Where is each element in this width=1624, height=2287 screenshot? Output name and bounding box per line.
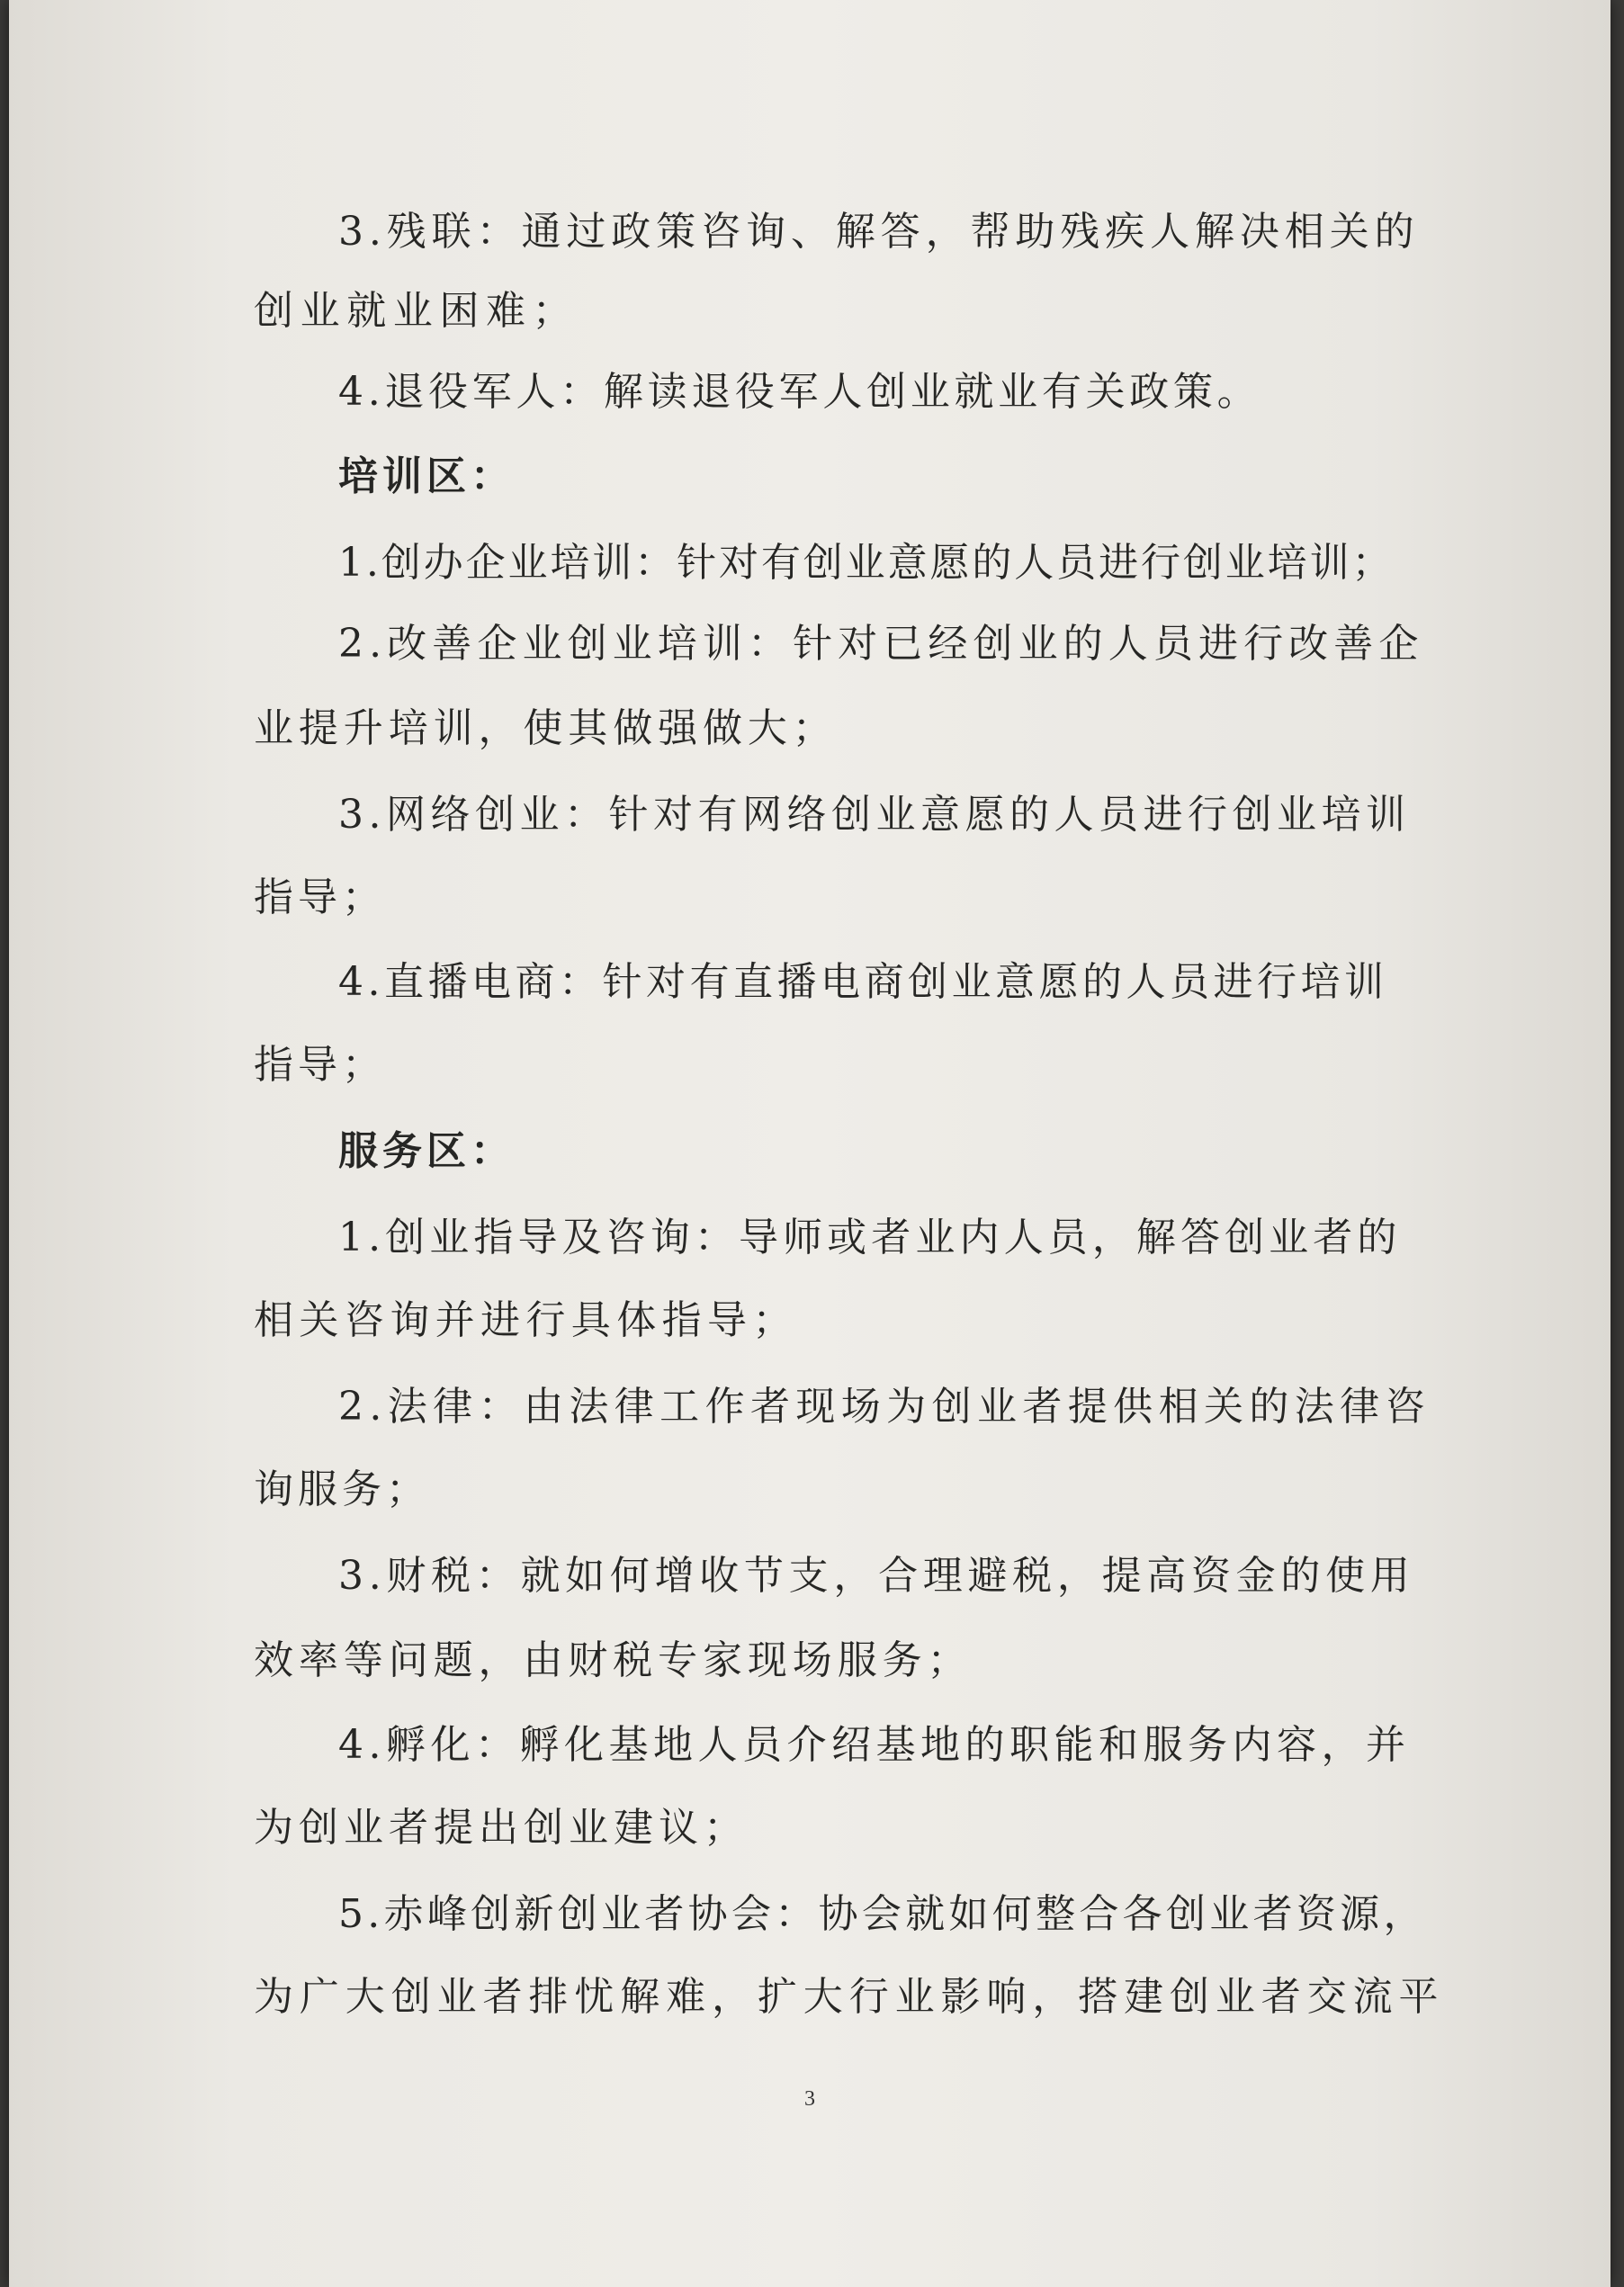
text-line: 为广大创业者排忧解难，扩大行业影响，搭建创业者交流平 xyxy=(254,1974,1445,2020)
text-line: 3.财税：就如何增收节支，合理避税，提高资金的使用 xyxy=(338,1553,1415,1599)
text-line: 业提升培训，使其做强做大； xyxy=(254,705,838,751)
text-line: 2.改善企业创业培训：针对已经创业的人员进行改善企 xyxy=(338,621,1424,667)
page-number: 3 xyxy=(804,2087,815,2111)
text-line: 1.创业指导及咨询：导师或者业内人员，解答创业者的 xyxy=(338,1215,1402,1260)
section-heading-service: 服务区： xyxy=(338,1128,515,1174)
document-page xyxy=(9,0,1611,2287)
text-line: 效率等问题，由财税专家现场服务； xyxy=(254,1637,973,1683)
text-line: 询服务； xyxy=(254,1466,430,1512)
text-line: 4.孵化：孵化基地人员介绍基地的职能和服务内容，并 xyxy=(338,1722,1411,1768)
text-line: 3.网络创业：针对有网络创业意愿的人员进行创业培训 xyxy=(338,792,1411,838)
section-heading-training: 培训区： xyxy=(338,453,515,499)
text-line: 指导； xyxy=(254,874,386,920)
text-line: 相关咨询并进行具体指导； xyxy=(254,1297,798,1343)
text-line: 为创业者提出创业建议； xyxy=(254,1805,749,1851)
text-line: 创业就业困难； xyxy=(254,288,579,334)
text-line: 4.直播电商：针对有直播电商创业意愿的人员进行培训 xyxy=(338,959,1388,1005)
text-line: 3.残联：通过政策咨询、解答，帮助残疾人解决相关的 xyxy=(338,209,1420,255)
text-line: 指导； xyxy=(254,1042,386,1088)
text-line: 1.创办企业培训：针对有创业意愿的人员进行创业培训； xyxy=(338,540,1395,586)
text-line: 5.赤峰创新创业者协会：协会就如何整合各创业者资源， xyxy=(338,1891,1427,1937)
text-line: 2.法律：由法律工作者现场为创业者提供相关的法律咨 xyxy=(338,1384,1431,1430)
text-line: 4.退役军人：解读退役军人创业就业有关政策。 xyxy=(338,369,1261,415)
